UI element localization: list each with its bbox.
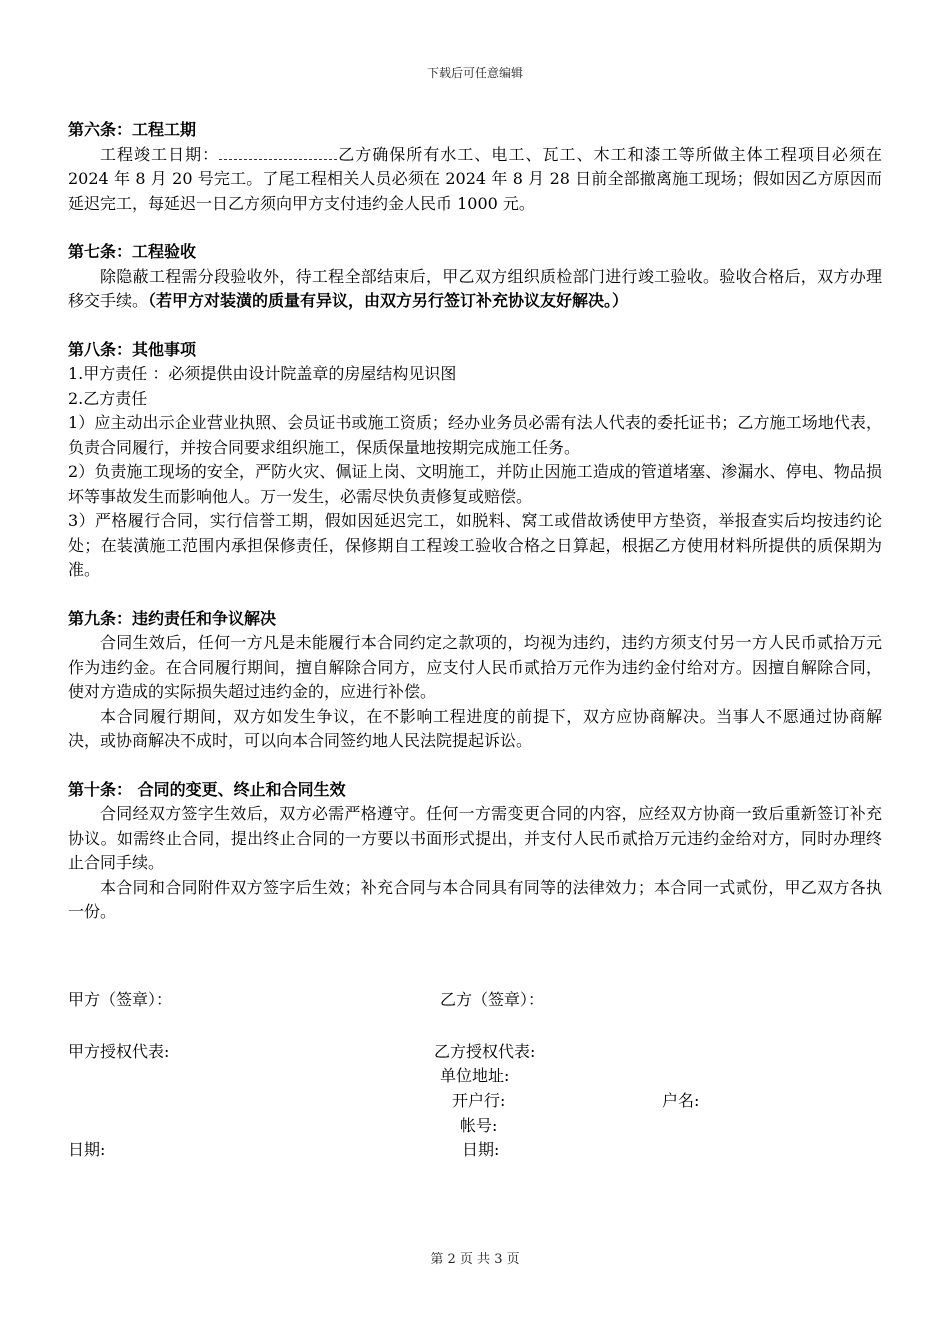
bank-label: 开户行: bbox=[452, 1091, 506, 1110]
contract-body bbox=[68, 118, 882, 925]
section-6-title: 第六条：工程工期 bbox=[68, 120, 197, 139]
party-b-date-label: 日期: bbox=[462, 1140, 500, 1159]
party-b-seal-label: 乙方（签章）： bbox=[440, 990, 545, 1009]
page-footer: 第 2 页 共 3 页 bbox=[430, 1252, 520, 1267]
section-10-paragraph-1: 合同经双方签字生效后，双方必需严格遵守。任何一方需变更合同的内容，应经双方协商一致后重新签订补充协议。如需终止合同，提出终止合同的一方要以书面形式提出，并支付人民币贰拾万元违约金给对方，同时办理终止合同手续。 bbox=[68, 804, 882, 872]
section-9-paragraph-1: 合同生效后，任何一方凡是未能履行本合同约定之款项的，均视为违约，违约方须支付另一方人民币贰拾万元作为违约金。在合同履行期间，擅自解除合同方，应支付人民币贰拾万元作为违约金付给对方。因擅自解除合同，使对方造成的实际损失超过违约金的，应进行补偿。 bbox=[68, 633, 882, 701]
address-label: 单位地址: bbox=[440, 1066, 510, 1085]
section-6-paragraph bbox=[68, 143, 882, 217]
page-header: 下载后可任意编辑 bbox=[426, 66, 523, 80]
section-8-title: 第八条：其他事项 bbox=[68, 339, 197, 359]
account-name-label: 户名: bbox=[662, 1091, 700, 1110]
section-7-text: 除隐蔽工程需分段验收外，待工程全部结束后，甲乙双方组织质检部门进行竣工验收。验收合格后，双方办理移交手续。 bbox=[68, 266, 882, 310]
party-b-duty-heading: 2.乙方责任 bbox=[68, 388, 148, 408]
section-10-paragraph-2: 本合同和合同附件双方签字后生效；补充合同与本合同具有同等的法律效力；本合同一式贰份，甲乙双方各执一份。 bbox=[68, 877, 882, 921]
party-b-duty-2: 2）负责施工现场的安全，严防火灾、佩证上岗、文明施工，并防止因施工造成的管道堵塞、渗漏水、停电、物品损坏等事故发生而影响他人。万一发生，必需尽快负责修复或赔偿。 bbox=[68, 462, 882, 506]
party-a-rep-label: 甲方授权代表: bbox=[68, 1042, 170, 1061]
party-a-date-label: 日期: bbox=[68, 1140, 106, 1159]
party-a-seal-label: 甲方（签章）： bbox=[68, 990, 173, 1009]
section-7-bold-note: （若甲方对装潢的质量有异议，由双方另行签订补充协议友好解决。） bbox=[148, 291, 629, 310]
section-10-title: 第十条： 合同的变更、终止和合同生效 bbox=[68, 779, 346, 799]
section-7-title: 第七条：工程验收 bbox=[68, 242, 197, 261]
section-9-title: 第九条：违约责任和争议解决 bbox=[68, 608, 277, 628]
account-number-label: 帐号: bbox=[460, 1116, 498, 1135]
section-7-paragraph bbox=[68, 265, 882, 314]
completion-date-blank bbox=[219, 145, 337, 160]
section-6-text: 乙方确保所有水工、电工、瓦工、木工和漆工等所做主体工程项目必须在 2024 年 8 月 20 号完工。了尾工程相关人员必须在 2024 年 8 月 28 日前全部撤离施工现场；假如因乙方原因而延迟完工，每延迟一日乙方须向甲方支付违约金人民币 1000 元。 bbox=[68, 144, 882, 213]
party-b-rep-label: 乙方授权代表: bbox=[434, 1042, 536, 1061]
party-b-duty-1: 1）应主动出示企业营业执照、会员证书或施工资质；经办业务员必需有法人代表的委托证书；乙方施工场地代表，负责合同履行，并按合同要求组织施工，保质保量地按期完成施工任务。 bbox=[68, 413, 882, 457]
party-b-duty-3: 3）严格履行合同，实行信誉工期，假如因延迟完工，如脱料、窝工或借故诱使甲方垫资，举报查实后均按违约论处；在装潢施工范围内承担保修责任，保修期自工程竣工验收合格之日算起，根据乙方使用材料所提供的质保期为准。 bbox=[68, 511, 882, 579]
completion-date-label: 工程竣工日期： bbox=[100, 144, 220, 164]
party-a-duty: 1.甲方责任 ：必须提供由设计院盖章的房屋结构见识图 bbox=[68, 364, 457, 383]
section-9-paragraph-2: 本合同履行期间，双方如发生争议，在不影响工程进度的前提下，双方应协商解决。当事人不愿通过协商解决，或协商解决不成时，可以向本合同签约地人民法院提起诉讼。 bbox=[68, 706, 882, 750]
